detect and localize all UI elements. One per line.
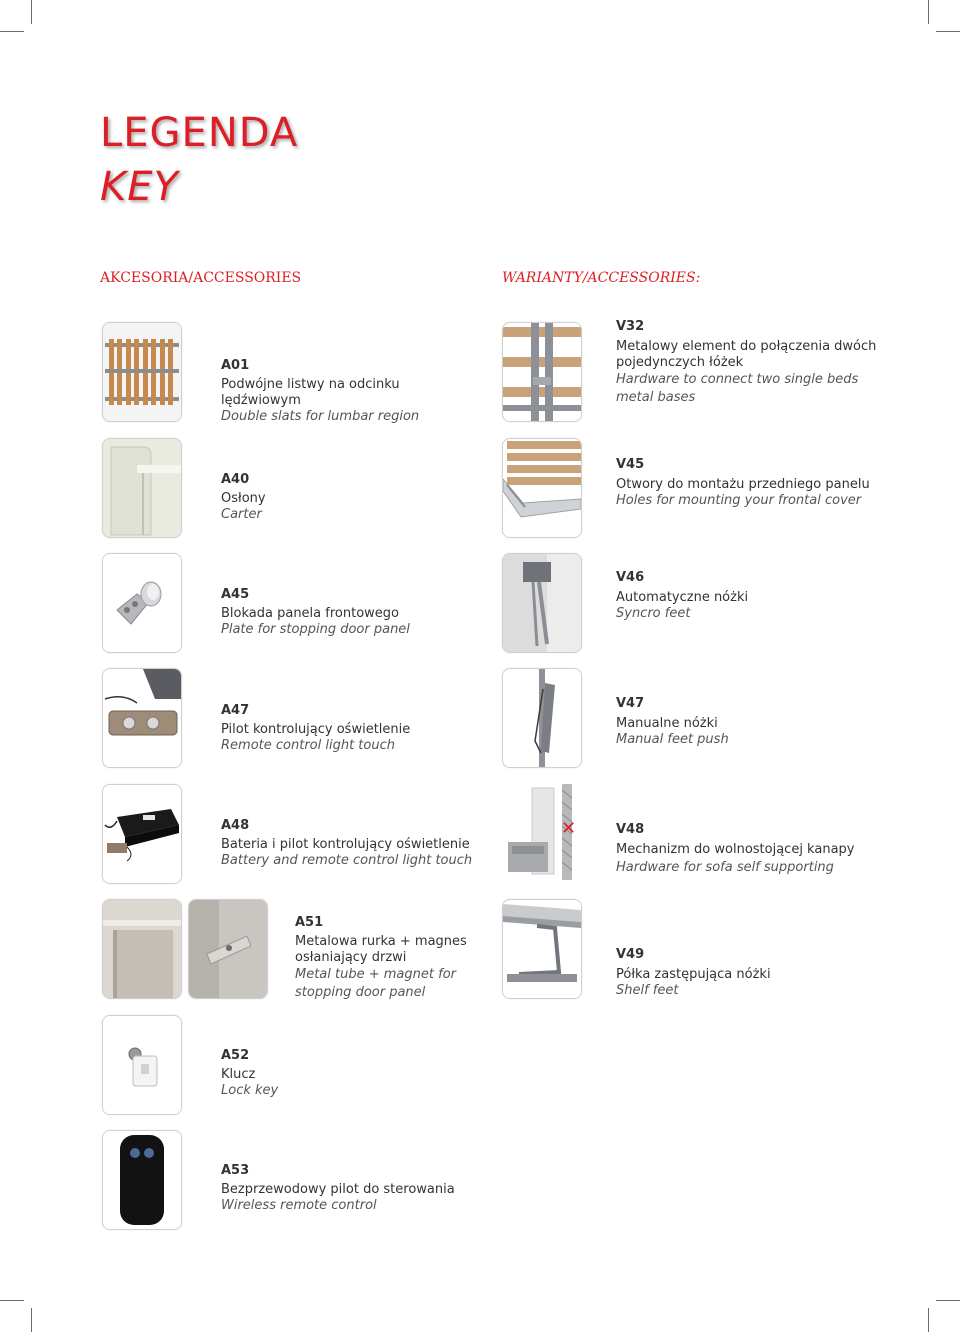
- crop-mark: [928, 1308, 929, 1332]
- variant-name-pl: Mechanizm do wolnostojącej kanapy: [616, 842, 855, 857]
- accessory-a52: [221, 1048, 481, 1099]
- manual-feet-icon: [502, 668, 582, 768]
- variant-code: V46: [616, 570, 645, 585]
- variant-code: V45: [616, 457, 645, 472]
- variant-name-en: Hardware to connect two single beds metal bases: [616, 372, 859, 405]
- accessory-a47: [221, 703, 481, 754]
- accessory-name-en: Metal tube + magnet for stopping door panel: [295, 967, 456, 1000]
- bed-connector-icon: [502, 322, 582, 422]
- double-slats-icon: [102, 322, 182, 422]
- shelf-feet-icon: [502, 899, 582, 999]
- wireless-remote-icon: [102, 1130, 182, 1230]
- variant-v32: [616, 319, 886, 407]
- page-title: LEGENDA: [100, 110, 299, 156]
- accessory-code: A45: [221, 587, 250, 602]
- variant-code: V47: [616, 696, 645, 711]
- variant-name-pl: Półka zastępująca nóżki: [616, 967, 771, 982]
- variant-name-en: Holes for mounting your frontal cover: [616, 493, 862, 508]
- variant-name-pl: Automatyczne nóżki: [616, 590, 749, 605]
- accessory-name-pl: Blokada panela frontowego: [221, 606, 399, 621]
- variant-v46: [616, 570, 886, 622]
- cover-icon: [102, 438, 182, 538]
- accessory-code: A47: [221, 703, 250, 718]
- accessory-a40: [221, 472, 481, 523]
- crop-mark: [0, 1300, 24, 1301]
- variant-code: V49: [616, 947, 645, 962]
- cross-mark-icon: ✕: [561, 818, 577, 839]
- accessory-name-pl: Klucz: [221, 1067, 256, 1082]
- door-stop-plate-icon: [102, 553, 182, 653]
- lock-key-icon: [102, 1015, 182, 1115]
- accessory-name-pl: Osłony: [221, 491, 266, 506]
- variant-v49: [616, 947, 886, 999]
- crop-mark: [0, 31, 24, 32]
- accessory-code: A51: [295, 915, 324, 930]
- variant-v45: [616, 457, 886, 509]
- accessory-name-pl: Podwójne listwy na odcinku lędźwiowym: [221, 377, 400, 408]
- accessory-name-pl: Bateria i pilot kontrolujący oświetlenie: [221, 837, 470, 852]
- accessory-a53: [221, 1163, 481, 1214]
- accessory-code: A48: [221, 818, 250, 833]
- accessory-name-pl: Bezprzewodowy pilot do sterowania: [221, 1182, 455, 1197]
- accessory-name-en: Double slats for lumbar region: [221, 409, 420, 424]
- accessory-a45: [221, 587, 481, 638]
- magnet-icon: [188, 899, 268, 999]
- crop-mark: [928, 0, 929, 24]
- accessory-code: A53: [221, 1163, 250, 1178]
- section-heading-variants: WARIANTY/ACCESSORIES:: [502, 270, 701, 286]
- accessory-code: A40: [221, 472, 250, 487]
- accessory-code: A01: [221, 358, 250, 373]
- accessory-name-en: Carter: [221, 507, 262, 522]
- variant-name-en: Shelf feet: [616, 983, 679, 998]
- accessory-a01: [221, 358, 481, 425]
- section-heading-accessories: AKCESORIA/ACCESSORIES: [100, 270, 302, 286]
- metal-tube-icon: [102, 899, 182, 999]
- light-remote-icon: [102, 668, 182, 768]
- variant-name-en: Manual feet push: [616, 732, 729, 747]
- crop-mark: [936, 31, 960, 32]
- accessory-name-pl: Pilot kontrolujący oświetlenie: [221, 722, 411, 737]
- accessory-name-pl: Metalowa rurka + magnes osłaniający drzwi: [295, 934, 467, 965]
- page-subtitle: KEY: [100, 164, 179, 210]
- variant-name-pl: Otwory do montażu przedniego panelu: [616, 477, 870, 492]
- variant-name-en: Hardware for sofa self supporting: [616, 860, 834, 875]
- accessory-a51: [295, 915, 475, 1002]
- accessory-name-en: Wireless remote control: [221, 1198, 377, 1213]
- accessory-name-en: Battery and remote control light touch: [221, 853, 473, 868]
- battery-icon: [102, 784, 182, 884]
- crop-mark: [31, 0, 32, 24]
- accessory-a48: [221, 818, 481, 869]
- variant-code: V48: [616, 822, 645, 837]
- accessory-name-en: Lock key: [221, 1083, 279, 1098]
- crop-mark: [31, 1308, 32, 1332]
- mounting-holes-icon: [502, 438, 582, 538]
- accessory-name-en: Remote control light touch: [221, 738, 395, 753]
- variant-name-pl: Manualne nóżki: [616, 716, 718, 731]
- accessory-code: A52: [221, 1048, 250, 1063]
- variant-name-pl: Metalowy element do połączenia dwóch pojedynczych łóżek: [616, 339, 877, 370]
- variant-v47: [616, 696, 886, 748]
- syncro-feet-icon: [502, 553, 582, 653]
- variant-code: V32: [616, 319, 645, 334]
- variant-name-en: Syncro feet: [616, 606, 691, 621]
- accessory-name-en: Plate for stopping door panel: [221, 622, 410, 637]
- crop-mark: [936, 1300, 960, 1301]
- variant-v48: [616, 822, 886, 876]
